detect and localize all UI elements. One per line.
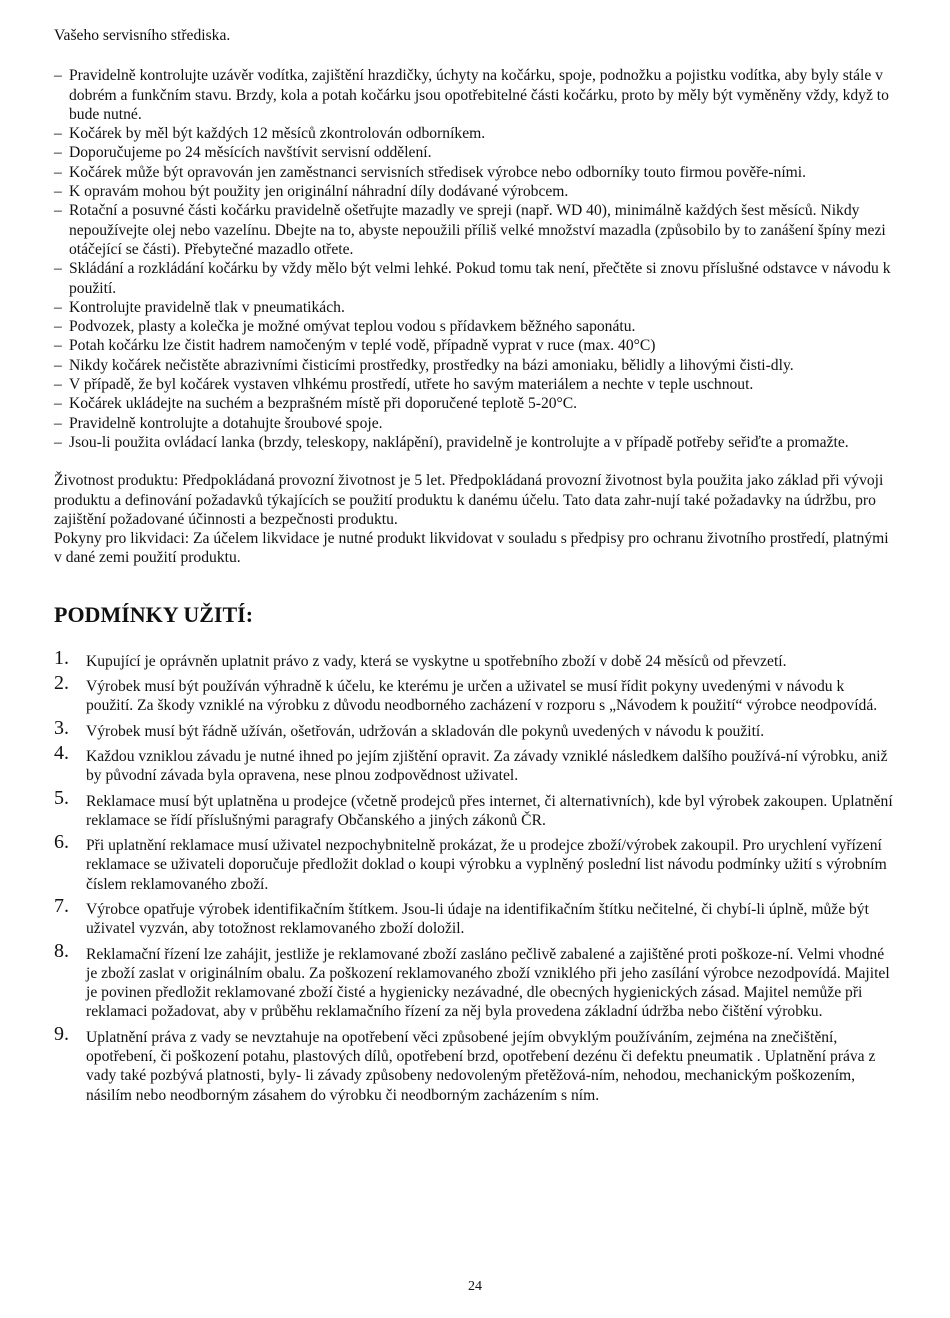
term-text: Reklamační řízení lze zahájit, jestliže je reklamované zboží zasláno pečlivě zabalené a zajištěné proti poškoze-ní. Velmi vhodné je zboží zaslat v originálním obalu. Za poškození reklamovaného zboží vzniklého při jeho zasílání výrobce nezodpovídá. Majitel je povinen předložit reklamované zboží čisté a hygienicky nezávadné, dle obecných hygienických zásad. Majitel nemůže při reklamaci požadovat, aby v průběhu reklamačního řízení za něj byla provedena základní údržba nebo čištění výrobku. bbox=[86, 945, 890, 1021]
term-number: 6. bbox=[54, 831, 69, 854]
list-item bbox=[54, 66, 895, 124]
bullet-dash: – bbox=[54, 395, 62, 413]
term-text: Při uplatnění reklamace musí uživatel nezpochybnitelně prokázat, že u prodejce zboží/výrobek zakoupil. Pro urychlení vyřízení reklamace se uživateli doporučuje předložit doklad o koupi výrobku a vyplněný poslední list návodu podmínky užití s výrobním číslem reklamovaného zboží. bbox=[86, 837, 887, 893]
list-item-text: Kočárek ukládejte na suchém a bezprašném místě při doporučené teplotě 5-20°C. bbox=[69, 395, 578, 413]
list-item-text: Podvozek, plasty a kolečka je možné omývat teplou vodou s přídavkem běžného saponátu. bbox=[69, 318, 636, 336]
term-text: Výrobce opatřuje výrobek identifikačním štítkem. Jsou-li údaje na identifikačním štítku nečitelné, či chybí-li úplně, může být uživatel vyzván, aby totožnost reklamovaného zboží doložil. bbox=[86, 900, 869, 938]
list-item bbox=[54, 201, 895, 259]
list-item bbox=[54, 356, 895, 375]
term-item bbox=[54, 894, 895, 939]
bullet-dash: – bbox=[54, 337, 62, 355]
list-item-text: Rotační a posuvné části kočárku pravidelně ošetřujte mazadly ve spreji (např. WD 40), minimálně každých šest měsíců. Nikdy nepoužívejte olej nebo vazelínu. Dbejte na to, abyste nepoužili příliš velké množství mazadla (způsobilo by to zanášení špíny mezi otáčející se části). Přebytečné mazadlo otřete. bbox=[69, 202, 886, 258]
term-number: 7. bbox=[54, 894, 69, 917]
list-item bbox=[54, 317, 895, 336]
list-item bbox=[54, 433, 895, 452]
list-item bbox=[54, 298, 895, 317]
list-item-text: Nikdy kočárek nečistěte abrazivními čisticími prostředky, prostředky na bázi amoniaku, bělidly a lihovými čisti-dly. bbox=[69, 356, 794, 374]
term-number: 9. bbox=[54, 1022, 69, 1045]
term-text: Reklamace musí být uplatněna u prodejce (včetně prodejců přes internet, či alternativních), kde byl výrobek zakoupen. Uplatnění reklamace se řídí příslušnými paragrafy Občanského a jiných zákonů ČR. bbox=[86, 792, 893, 829]
list-item-text: Kočárek by měl být každých 12 měsíců zkontrolován odborníkem. bbox=[69, 125, 486, 143]
term-number: 5. bbox=[54, 786, 69, 809]
term-number: 2. bbox=[54, 672, 69, 695]
list-item-text: Doporučujeme po 24 měsících navštívit servisní oddělení. bbox=[69, 144, 432, 162]
bullet-dash: – bbox=[54, 433, 62, 451]
term-number: 4. bbox=[54, 741, 69, 764]
term-item bbox=[54, 672, 895, 716]
list-item-text: Kontrolujte pravidelně tlak v pneumatikách. bbox=[69, 298, 345, 316]
bullet-dash: – bbox=[54, 125, 62, 143]
list-item-text: Kočárek může být opravován jen zaměstnanci servisních středisek výrobce nebo odborníky touto firmou pověře-ními. bbox=[69, 163, 807, 181]
section-title: PODMÍNKY UŽITÍ: bbox=[54, 601, 254, 627]
lifetime-block bbox=[54, 471, 895, 567]
intro-line: Vašeho servisního střediska. bbox=[54, 27, 231, 44]
term-item bbox=[54, 716, 895, 741]
bullet-dash: – bbox=[54, 67, 62, 85]
bullet-dash: – bbox=[54, 144, 62, 162]
list-item-text: Pravidelně kontrolujte a dotahujte šroubové spoje. bbox=[69, 414, 383, 432]
list-item-text: Jsou-li použita ovládací lanka (brzdy, teleskopy, naklápění), pravidelně je kontrolujte a v případě potřeby seřiďte a promažte. bbox=[69, 433, 849, 451]
term-number: 3. bbox=[54, 716, 69, 739]
list-item bbox=[54, 394, 895, 413]
bullet-dash: – bbox=[54, 260, 62, 278]
bullet-dash: – bbox=[54, 356, 62, 374]
list-item bbox=[54, 336, 895, 355]
terms-list bbox=[54, 646, 895, 1105]
term-item bbox=[54, 939, 895, 1022]
bullet-dash: – bbox=[54, 376, 62, 394]
list-item bbox=[54, 375, 895, 394]
list-item-text: Potah kočárku lze čistit hadrem namočeným v teplé vodě, případně vyprat v ruce (max. 40°C) bbox=[69, 337, 656, 355]
term-item bbox=[54, 646, 895, 671]
bullet-dash: – bbox=[54, 183, 62, 201]
term-number: 1. bbox=[54, 646, 69, 669]
term-item bbox=[54, 1022, 895, 1105]
bullet-dash: – bbox=[54, 298, 62, 316]
term-item bbox=[54, 831, 895, 894]
term-text: Uplatnění práva z vady se nevztahuje na opotřebení věci způsobené jejím obvyklým používáním, zejména na znečištění, opotřebení, či poškození potahu, plastových dílů, opotřebení brzd, opotřebení dezénu či defektu pneumatik . Uplatnění práva z vady také pozbývá platnosti, byly- li závady způsobeny nedovoleným přetěžová-ním, nehodou, mechanickým poškozením, násilím nebo neodborným zásahem do výrobku či neodborným zacházením s ním. bbox=[86, 1028, 876, 1104]
bullet-dash: – bbox=[54, 163, 62, 181]
list-item bbox=[54, 182, 895, 201]
lifetime-paragraph: Životnost produktu: Předpokládaná provozní životnost je 5 let. Předpokládaná provozní životnost byla použita jako základ při vývoji produktu a definování požadavků týkajících se použití produktu k danému účelu. Tato data zahr-nují také požadavky na údržbu, pro zajištění požadované účinnosti a bezpečnosti produktu. bbox=[54, 472, 884, 528]
term-text: Kupující je oprávněn uplatnit právo z vady, která se vyskytne u spotřebního zboží v době 24 měsíců od převzetí. bbox=[86, 652, 787, 670]
term-text: Výrobek musí být řádně užíván, ošetřován, udržován a skladován dle pokynů uvedených v návodu k použití. bbox=[86, 722, 765, 740]
term-item bbox=[54, 786, 895, 831]
list-item bbox=[54, 414, 895, 433]
disposal-paragraph: Pokyny pro likvidaci: Za účelem likvidace je nutné produkt likvidovat v souladu s předpisy pro ochranu životního prostředí, platnými v dané zemi použití produktu. bbox=[54, 530, 889, 567]
list-item-text: Pravidelně kontrolujte uzávěr vodítka, zajištění hrazdičky, úchyty na kočárku, spoje, podnožku a pojistku vodítka, aby byly stále v dobrém a funkčním stavu. Brzdy, kola a potah kočárku jsou opotřebitelné části kočárku, proto by měly být vyměněny vždy, když to bude nutné. bbox=[69, 67, 889, 123]
term-number: 8. bbox=[54, 939, 69, 962]
spacer bbox=[54, 452, 895, 471]
bullet-dash: – bbox=[54, 414, 62, 432]
list-item bbox=[54, 124, 895, 143]
term-text: Výrobek musí být používán výhradně k účelu, ke kterému je určen a uživatel se musí řídit pokyny uvedenými v návodu k použití. Za škody vzniklé na výrobku z důvodu neodborného zacházení v rozporu s „Návodem k použití“ výrobce neodpovídá. bbox=[86, 678, 878, 715]
list-item-text: V případě, že byl kočárek vystaven vlhkému prostředí, utřete ho savým materiálem a nechte v teple uschnout. bbox=[69, 376, 754, 394]
list-item bbox=[54, 259, 895, 298]
list-item-text: Skládání a rozkládání kočárku by vždy mělo být velmi lehké. Pokud tomu tak není, přečtěte si znovu příslušné odstavce v návodu k použití. bbox=[69, 260, 891, 297]
term-item bbox=[54, 741, 895, 786]
list-item-text: K opravám mohou být použity jen originální náhradní díly dodávané výrobcem. bbox=[69, 183, 569, 201]
bullet-dash: – bbox=[54, 202, 62, 220]
bullet-dash: – bbox=[54, 318, 62, 336]
list-item bbox=[54, 143, 895, 162]
page-number: 24 bbox=[468, 1279, 482, 1294]
term-text: Každou vzniklou závadu je nutné ihned po jejím zjištění opravit. Za závady vzniklé následkem dalšího používá-ní výrobku, aniž by původní závada byla opravena, nese plnou zodpovědnost uživatel. bbox=[86, 747, 888, 785]
list-item bbox=[54, 163, 895, 182]
maintenance-list bbox=[54, 66, 895, 452]
